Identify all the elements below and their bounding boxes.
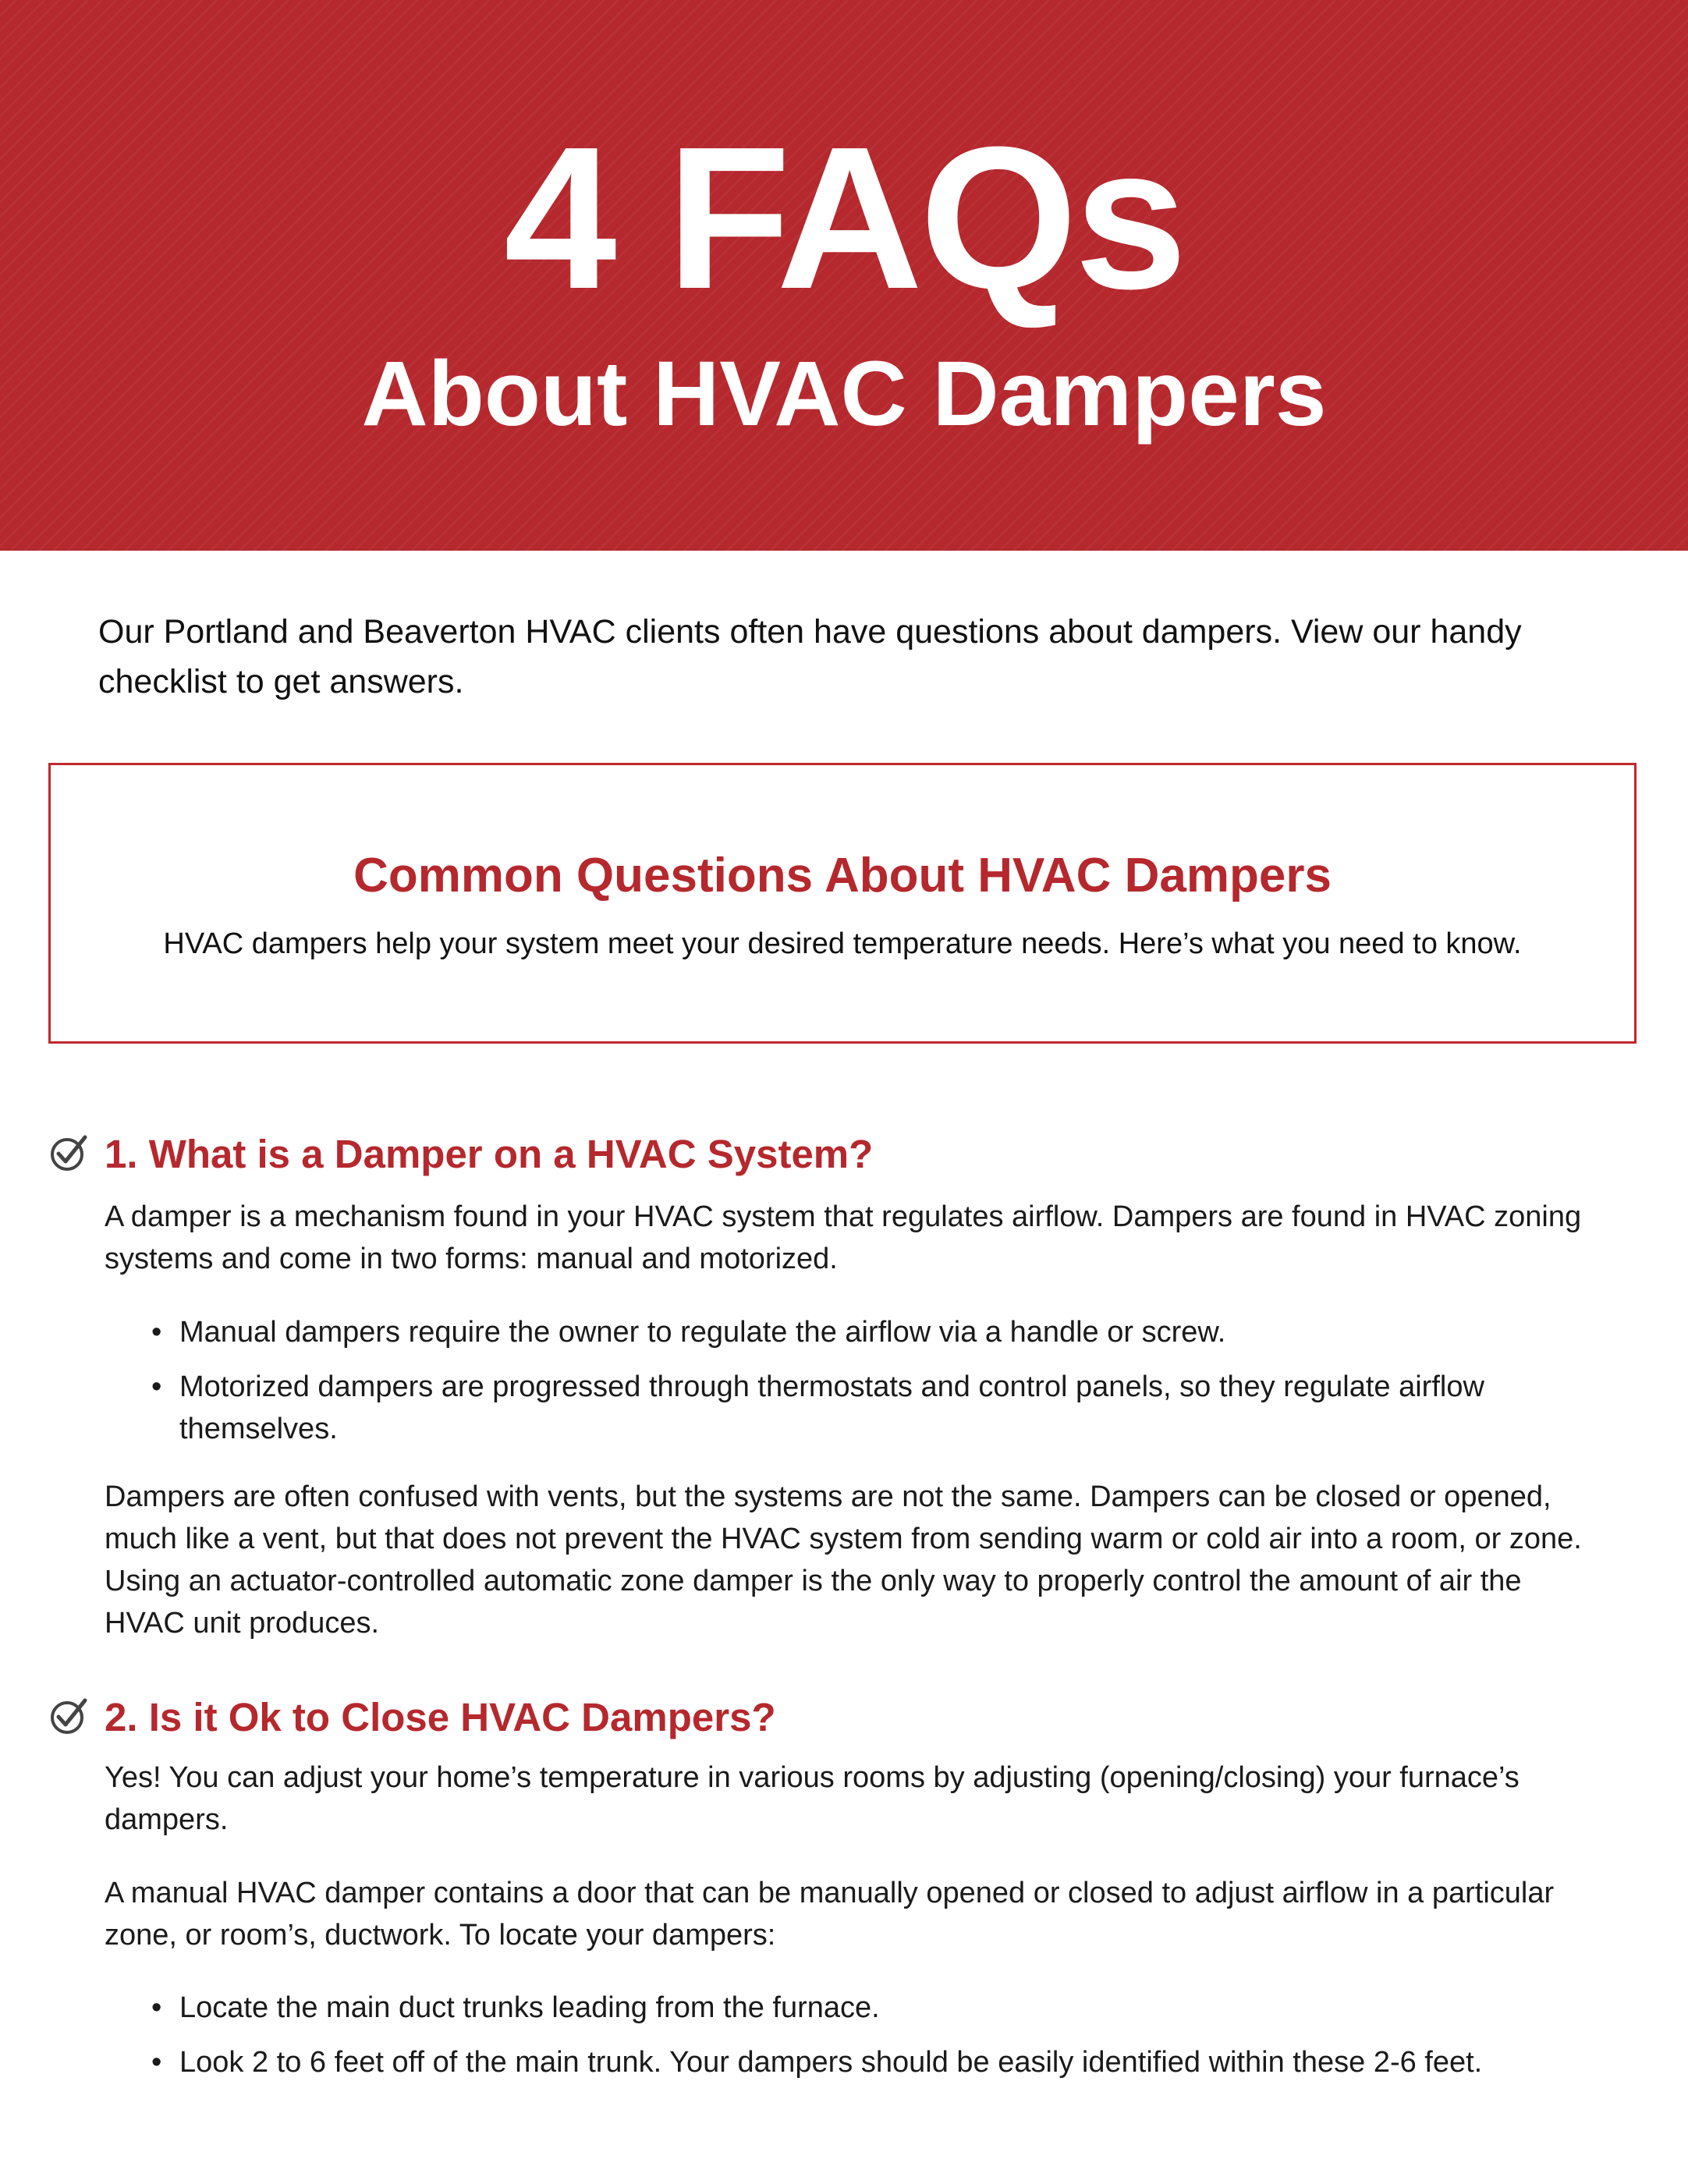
bullet-text: Manual dampers require the owner to regulate the airflow via a handle or screw.	[179, 1316, 1226, 1349]
list-item	[151, 1366, 1571, 1450]
bullet-text: Motorized dampers are progressed through thermostats and control panels, so they regulate airflow themselves.	[179, 1370, 1484, 1445]
bullet-text: Locate the main duct trunks leading from the furnace.	[179, 1991, 880, 2024]
bullet-glyph: •	[151, 1370, 162, 1403]
callout-text: HVAC dampers help your system meet your desired temperature needs. Here’s what you need to know.	[163, 927, 1522, 960]
faq-2-paragraph-2: A manual HVAC damper contains a door that can be manually opened or closed to adjust airflow in a particular zone, or room’s, ductwork. To locate your dampers:	[105, 1877, 1555, 1952]
callout-box	[48, 763, 1637, 1044]
check-circle-icon	[48, 1133, 89, 1173]
callout-title: Common Questions About HVAC Dampers	[353, 849, 1332, 902]
faq-1-heading: 1. What is a Damper on a HVAC System?	[105, 1132, 874, 1176]
bullet-glyph: •	[151, 2046, 162, 2079]
intro-text: Our Portland and Beaverton HVAC clients often have questions about dampers. View our handy checklist to get answers.	[98, 613, 1522, 700]
faq-1-paragraph-2: Dampers are often confused with vents, but the systems are not the same. Dampers can be closed or opened, much like a vent, but that does not prevent the HVAC system from sending warm or cold air into a room, or zone. Using an actuator-controlled automatic zone damper is the only way to properly control the amount of air the HVAC unit produces.	[105, 1480, 1582, 1640]
bullet-glyph: •	[151, 1991, 162, 2024]
list-item	[151, 1987, 1571, 2029]
page-title: 4 FAQs	[504, 105, 1184, 332]
bullet-glyph: •	[151, 1316, 162, 1349]
faq-2-heading: 2. Is it Ok to Close HVAC Dampers?	[105, 1695, 776, 1739]
check-circle-icon	[48, 1696, 89, 1736]
faq-2-bullet-list	[151, 1987, 1571, 2096]
page-subtitle: About HVAC Dampers	[361, 342, 1327, 445]
header-banner	[0, 0, 1688, 551]
list-item	[151, 2041, 1571, 2083]
list-item	[151, 1311, 1571, 1353]
faq-1-bullet-list	[151, 1311, 1571, 1462]
faq-2-paragraph-1: Yes! You can adjust your home’s temperature in various rooms by adjusting (opening/closing) your furnace’s dampers.	[105, 1761, 1520, 1836]
faq-1-paragraph-1: A damper is a mechanism found in your HVAC system that regulates airflow. Dampers are found in HVAC zoning systems and come in two forms: manual and motorized.	[105, 1200, 1582, 1275]
bullet-text: Look 2 to 6 feet off of the main trunk. Your dampers should be easily identified within these 2-6 feet.	[179, 2046, 1483, 2079]
